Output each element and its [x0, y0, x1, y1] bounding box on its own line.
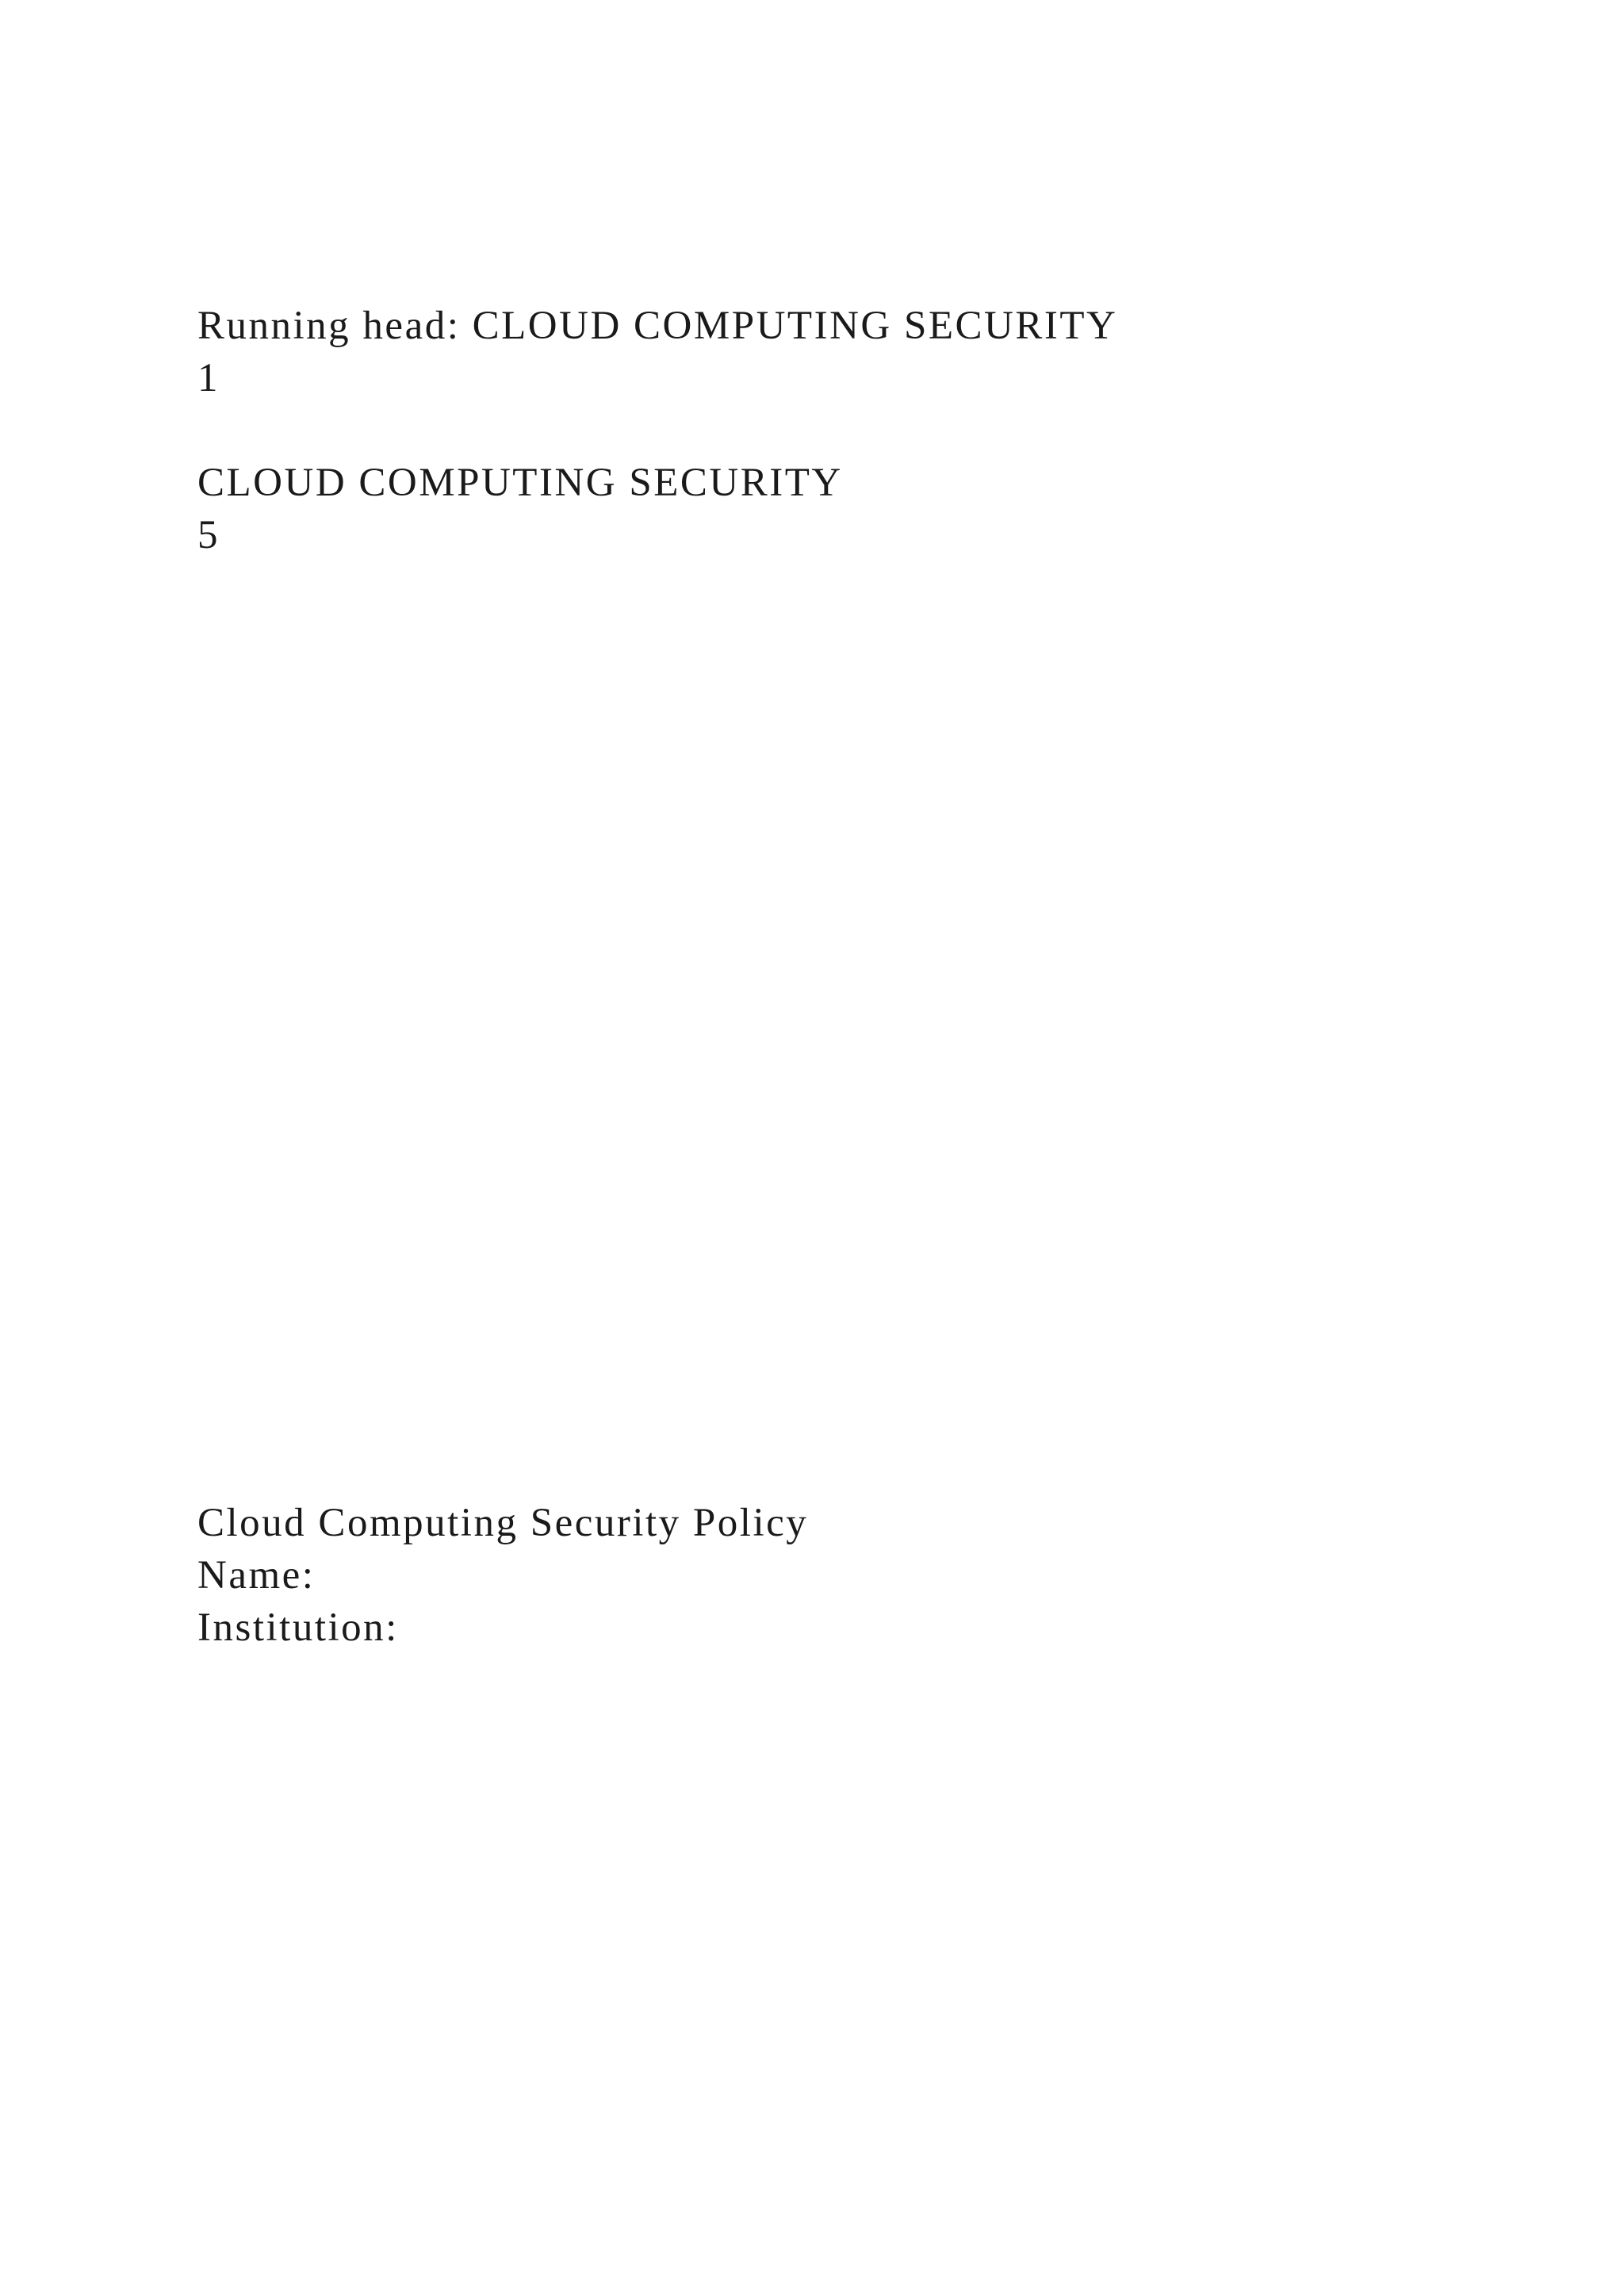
page-number: 5 [197, 513, 220, 557]
document-title: Cloud Computing Security Policy [197, 1501, 809, 1545]
name-label: Name: [197, 1553, 316, 1598]
page-number: 1 [197, 356, 220, 400]
running-head: Running head: CLOUD COMPUTING SECURITY [197, 304, 1118, 348]
page-header: CLOUD COMPUTING SECURITY [197, 461, 843, 505]
institution-label: Institution: [197, 1605, 399, 1650]
